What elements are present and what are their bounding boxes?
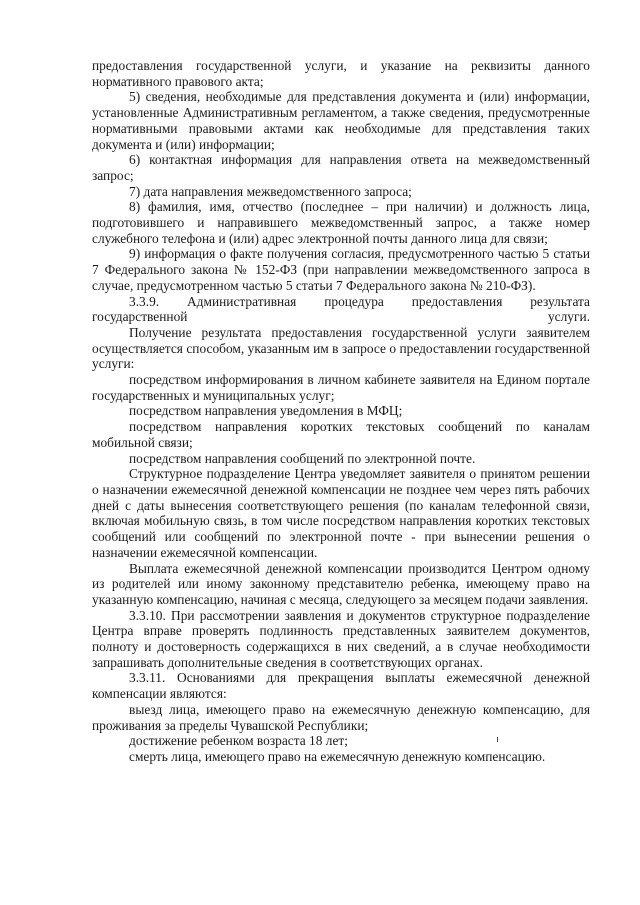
paragraph: Структурное подразделение Центра уведомляет заявителя о принятом решении о назначении ежемесячной денежной компенсации не позднее чем через пять рабочих дней с даты вынесения соответствующего решения (по каналам телефонной связи, включая мобильную связь, в том числе посредством направления коротких текстовых сообщений или сообщений по электронной почте - при вынесении решения о назначении ежемесячной компенсации. bbox=[92, 466, 590, 560]
paragraph: выезд лица, имеющего право на ежемесячную денежную компенсацию, для проживания за пределы Чувашской Республики; bbox=[92, 701, 590, 733]
paragraph: посредством направления коротких текстовых сообщений по каналам мобильной связи; bbox=[92, 419, 590, 450]
paragraph: 6) контактная информация для направления ответа на межведомственный запрос; bbox=[92, 152, 590, 183]
paragraph: 3.3.11. Основаниями для прекращения выплаты ежемесячной денежной компенсации являются: bbox=[92, 670, 590, 702]
paragraph: достижение ребенком возраста 18 лет; bbox=[129, 733, 348, 749]
paragraph: Выплата ежемесячной денежной компенсации производится Центром одному из родителей или иному законному представителю ребенка, имеющему право на указанную компенсацию, начиная с месяца, следующего за месяцем подачи заявления. bbox=[92, 560, 590, 607]
paragraph: 7) дата направления межведомственного запроса; bbox=[129, 183, 412, 199]
paragraph: 3.3.9. Административная процедура предоставления результата государственной услуги. bbox=[92, 293, 590, 325]
paragraph: 5) сведения, необходимые для представления документа и (или) информации, установленные Административным регламентом, а также сведения, предусмотренные нормативными правовыми актами как необходимые для представления таких документа и (или) информации; bbox=[92, 89, 590, 152]
paragraph: 9) информация о факте получения согласия, предусмотренного частью 5 статьи 7 Федерального закона № 152-ФЗ (при направлении межведомственного запроса в случае, предусмотренном частью 5 статьи 7 Федерального закона № 210-ФЗ). bbox=[92, 246, 590, 293]
paragraph: посредством направления сообщений по электронной почте. bbox=[129, 450, 476, 466]
paragraph: Получение результата предоставления государственной услуги заявителем осуществляется способом, указанным им в запросе о предоставлении государственной услуги: bbox=[92, 324, 590, 372]
paragraph: 8) фамилия, имя, отчество (последнее – при наличии) и должность лица, подготовившего и направившего межведомственный запрос, а также номер служебного телефона и (или) адрес электронной почты данного лица для связи; bbox=[92, 199, 590, 246]
paragraph: 3.3.10. При рассмотрении заявления и документов структурное подразделение Центра вправе проверять подлинность представленных заявителем документов, полноту и достоверность содержащихся в них сведений, а в случае необходимости запрашивать дополнительные сведения в соответствующих органах. bbox=[92, 607, 590, 670]
document-page bbox=[92, 58, 590, 765]
paragraph: посредством информирования в личном кабинете заявителя на Едином портале государственных и муниципальных услуг; bbox=[92, 372, 590, 403]
scan-speck bbox=[497, 737, 498, 742]
paragraph: предоставления государственной услуги, и указание на реквизиты данного нормативного правового акта; bbox=[92, 58, 590, 89]
paragraph: смерть лица, имеющего право на ежемесячную денежную компенсацию. bbox=[129, 748, 546, 764]
paragraph: посредством направления уведомления в МФЦ; bbox=[129, 403, 403, 419]
